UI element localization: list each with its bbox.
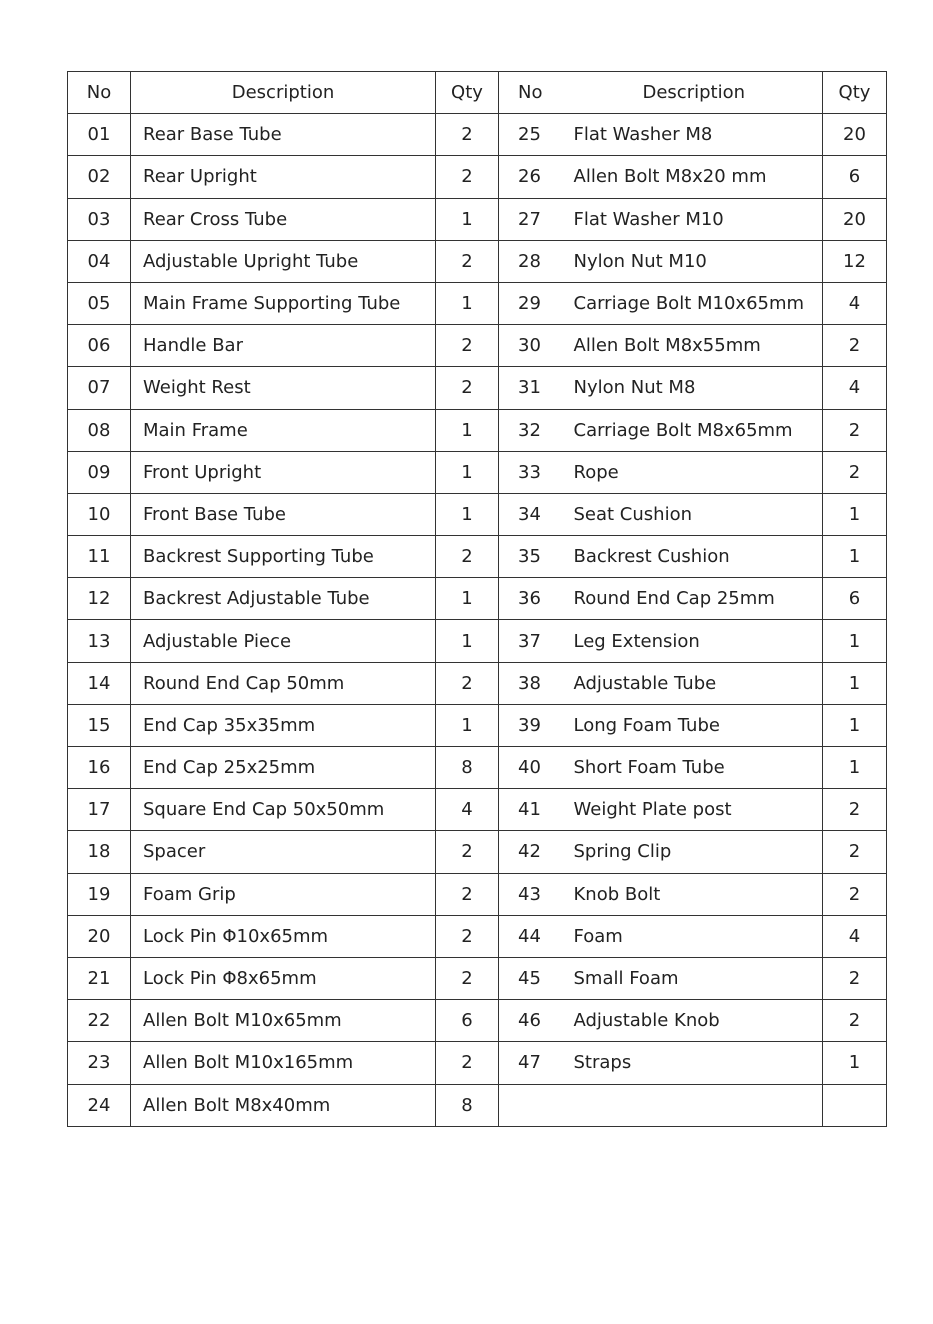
part-qty-left: 1 [436, 282, 499, 324]
part-description-right: Rope [566, 451, 823, 493]
part-qty-left: 8 [436, 1084, 499, 1126]
table-row [68, 198, 887, 240]
part-qty-left: 2 [436, 957, 499, 999]
part-description-right: Knob Bolt [566, 873, 823, 915]
part-qty-right: 12 [823, 240, 887, 282]
part-number-left: 01 [68, 114, 131, 156]
part-qty-left: 1 [436, 198, 499, 240]
table-row [68, 451, 887, 493]
part-qty-right: 2 [823, 409, 887, 451]
part-qty-left: 2 [436, 240, 499, 282]
part-qty-left: 2 [436, 831, 499, 873]
part-number-right: 28 [499, 240, 566, 282]
part-description-right: Small Foam [566, 957, 823, 999]
table-row [68, 493, 887, 535]
parts-list-table [67, 71, 887, 1127]
part-description-left: Adjustable Upright Tube [131, 240, 436, 282]
table-row [68, 915, 887, 957]
part-number-right: 29 [499, 282, 566, 324]
part-number-left: 02 [68, 156, 131, 198]
part-number-right: 32 [499, 409, 566, 451]
table-row [68, 704, 887, 746]
part-qty-left: 1 [436, 493, 499, 535]
part-number-right: 31 [499, 367, 566, 409]
header-qty-left: Qty [436, 72, 499, 114]
table-row [68, 831, 887, 873]
part-qty-right: 1 [823, 536, 887, 578]
part-qty-left: 1 [436, 451, 499, 493]
table-row [68, 873, 887, 915]
part-description-left: Lock Pin Φ10x65mm [131, 915, 436, 957]
part-qty-right: 1 [823, 704, 887, 746]
part-qty-left: 2 [436, 325, 499, 367]
part-number-right: 41 [499, 789, 566, 831]
part-qty-right: 4 [823, 282, 887, 324]
part-description-left: Front Base Tube [131, 493, 436, 535]
table-row [68, 957, 887, 999]
part-qty-left: 2 [436, 662, 499, 704]
part-description-right: Foam [566, 915, 823, 957]
part-qty-left: 4 [436, 789, 499, 831]
part-number-right: 37 [499, 620, 566, 662]
part-description-left: Foam Grip [131, 873, 436, 915]
table-row [68, 1000, 887, 1042]
part-qty-right: 2 [823, 325, 887, 367]
table-row [68, 1084, 887, 1126]
part-qty-left: 1 [436, 704, 499, 746]
table-header-row [68, 72, 887, 114]
part-number-left: 18 [68, 831, 131, 873]
part-description-left: End Cap 35x35mm [131, 704, 436, 746]
part-qty-left: 6 [436, 1000, 499, 1042]
header-no-right: No [499, 72, 566, 114]
part-number-left: 15 [68, 704, 131, 746]
header-no-left: No [68, 72, 131, 114]
part-number-left: 24 [68, 1084, 131, 1126]
part-description-right: Short Foam Tube [566, 747, 823, 789]
part-qty-right: 1 [823, 747, 887, 789]
part-number-right: 27 [499, 198, 566, 240]
part-qty-left: 1 [436, 409, 499, 451]
part-number-right: 40 [499, 747, 566, 789]
part-description-left: Allen Bolt M10x165mm [131, 1042, 436, 1084]
part-description-left: Spacer [131, 831, 436, 873]
part-qty-right: 20 [823, 114, 887, 156]
part-qty-right: 6 [823, 156, 887, 198]
part-description-right: Carriage Bolt M10x65mm [566, 282, 823, 324]
part-qty-left: 2 [436, 367, 499, 409]
part-number-right: 47 [499, 1042, 566, 1084]
table-row [68, 578, 887, 620]
part-number-right: 44 [499, 915, 566, 957]
part-description-right: Round End Cap 25mm [566, 578, 823, 620]
part-number-left: 23 [68, 1042, 131, 1084]
table-row [68, 536, 887, 578]
part-number-left: 16 [68, 747, 131, 789]
table-row [68, 1042, 887, 1084]
part-qty-right: 1 [823, 620, 887, 662]
part-number-right: 30 [499, 325, 566, 367]
table-row [68, 620, 887, 662]
part-description-right: Long Foam Tube [566, 704, 823, 746]
part-qty-left: 2 [436, 915, 499, 957]
part-number-right: 26 [499, 156, 566, 198]
part-description-left: Rear Base Tube [131, 114, 436, 156]
part-description-left: Main Frame [131, 409, 436, 451]
part-qty-right: 20 [823, 198, 887, 240]
part-description-left: Adjustable Piece [131, 620, 436, 662]
part-number-right: 25 [499, 114, 566, 156]
part-qty-right: 4 [823, 915, 887, 957]
part-number-right: 34 [499, 493, 566, 535]
part-description-right: Allen Bolt M8x20 mm [566, 156, 823, 198]
header-description-left: Description [131, 72, 436, 114]
part-number-left: 07 [68, 367, 131, 409]
part-number-left: 12 [68, 578, 131, 620]
part-description-right: Spring Clip [566, 831, 823, 873]
part-qty-right: 2 [823, 873, 887, 915]
table-row [68, 114, 887, 156]
part-description-left: Square End Cap 50x50mm [131, 789, 436, 831]
header-description-right: Description [566, 72, 823, 114]
part-number-left: 03 [68, 198, 131, 240]
part-number-left: 22 [68, 1000, 131, 1042]
table-row [68, 747, 887, 789]
part-description-right: Seat Cushion [566, 493, 823, 535]
part-qty-left: 8 [436, 747, 499, 789]
part-description-right: Allen Bolt M8x55mm [566, 325, 823, 367]
part-number-left: 20 [68, 915, 131, 957]
part-description-left: Allen Bolt M8x40mm [131, 1084, 436, 1126]
part-description-right: Flat Washer M10 [566, 198, 823, 240]
part-number-right: 38 [499, 662, 566, 704]
part-description-right: Carriage Bolt M8x65mm [566, 409, 823, 451]
part-number-left: 06 [68, 325, 131, 367]
part-description-right: Nylon Nut M8 [566, 367, 823, 409]
part-number-left: 05 [68, 282, 131, 324]
part-description-right: Leg Extension [566, 620, 823, 662]
part-description-left: Lock Pin Φ8x65mm [131, 957, 436, 999]
part-number-left: 04 [68, 240, 131, 282]
table-row [68, 367, 887, 409]
part-description-right: Straps [566, 1042, 823, 1084]
part-description-right: Nylon Nut M10 [566, 240, 823, 282]
part-qty-left: 2 [436, 536, 499, 578]
part-description-left: Rear Cross Tube [131, 198, 436, 240]
part-description-right: Adjustable Tube [566, 662, 823, 704]
part-number-left: 09 [68, 451, 131, 493]
part-qty-right: 1 [823, 1042, 887, 1084]
table-row [68, 325, 887, 367]
part-qty-right: 6 [823, 578, 887, 620]
part-number-left: 08 [68, 409, 131, 451]
part-description-right: Adjustable Knob [566, 1000, 823, 1042]
part-number-left: 10 [68, 493, 131, 535]
part-qty-left: 2 [436, 873, 499, 915]
part-description-left: Round End Cap 50mm [131, 662, 436, 704]
part-number-right: 46 [499, 1000, 566, 1042]
part-description-right [566, 1084, 823, 1126]
table-row [68, 409, 887, 451]
part-description-left: Rear Upright [131, 156, 436, 198]
part-qty-left: 1 [436, 620, 499, 662]
part-number-right [499, 1084, 566, 1126]
part-qty-left: 2 [436, 156, 499, 198]
part-qty-left: 2 [436, 114, 499, 156]
part-description-left: Handle Bar [131, 325, 436, 367]
part-number-right: 35 [499, 536, 566, 578]
part-description-right: Flat Washer M8 [566, 114, 823, 156]
table-row [68, 282, 887, 324]
part-qty-right: 2 [823, 451, 887, 493]
part-number-right: 45 [499, 957, 566, 999]
part-qty-left: 1 [436, 578, 499, 620]
part-number-right: 36 [499, 578, 566, 620]
table-row [68, 662, 887, 704]
part-qty-right: 2 [823, 831, 887, 873]
part-number-right: 33 [499, 451, 566, 493]
part-description-left: Allen Bolt M10x65mm [131, 1000, 436, 1042]
table-row [68, 240, 887, 282]
part-number-left: 13 [68, 620, 131, 662]
part-qty-right: 2 [823, 789, 887, 831]
header-qty-right: Qty [823, 72, 887, 114]
part-qty-left: 2 [436, 1042, 499, 1084]
part-number-right: 42 [499, 831, 566, 873]
part-qty-right: 1 [823, 662, 887, 704]
table-body [68, 114, 887, 1127]
part-description-left: Front Upright [131, 451, 436, 493]
part-number-left: 17 [68, 789, 131, 831]
part-qty-right: 1 [823, 493, 887, 535]
part-number-left: 21 [68, 957, 131, 999]
part-description-left: End Cap 25x25mm [131, 747, 436, 789]
table-row [68, 156, 887, 198]
part-description-left: Backrest Adjustable Tube [131, 578, 436, 620]
table-row [68, 789, 887, 831]
part-description-left: Main Frame Supporting Tube [131, 282, 436, 324]
part-qty-right: 2 [823, 957, 887, 999]
part-description-left: Weight Rest [131, 367, 436, 409]
part-number-right: 43 [499, 873, 566, 915]
part-number-left: 19 [68, 873, 131, 915]
part-qty-right: 2 [823, 1000, 887, 1042]
part-qty-right: 4 [823, 367, 887, 409]
part-number-right: 39 [499, 704, 566, 746]
part-number-left: 11 [68, 536, 131, 578]
part-description-left: Backrest Supporting Tube [131, 536, 436, 578]
part-description-right: Backrest Cushion [566, 536, 823, 578]
part-qty-right [823, 1084, 887, 1126]
part-number-left: 14 [68, 662, 131, 704]
part-description-right: Weight Plate post [566, 789, 823, 831]
